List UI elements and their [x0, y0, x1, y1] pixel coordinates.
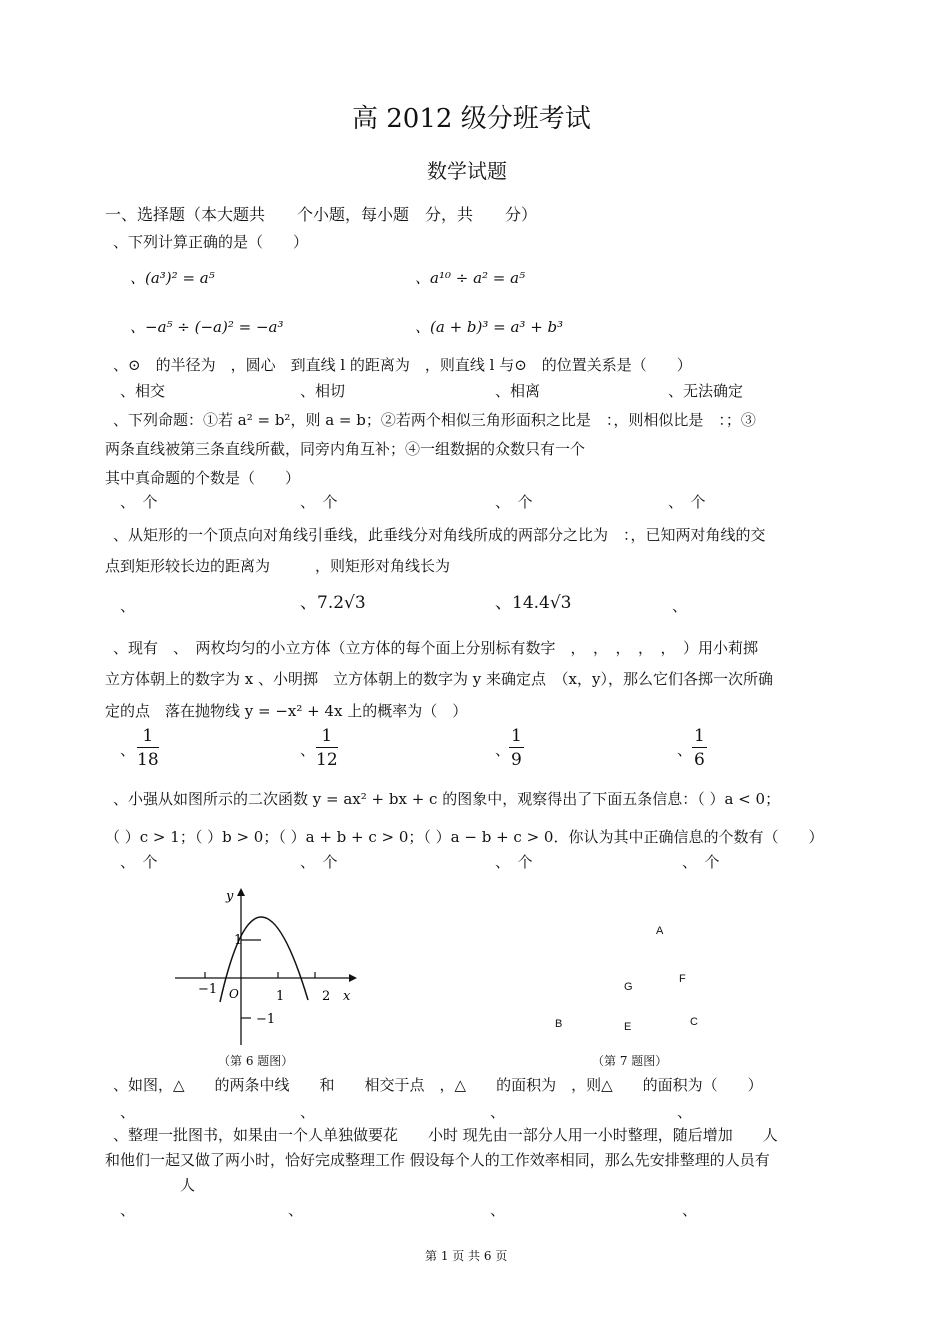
section-heading: 一、选择题（本大题共 个小题，每小题 分，共 分） [105, 205, 538, 224]
q8-line3: 人 [180, 1176, 196, 1194]
q3-option-d: 、 个 [668, 493, 706, 511]
figure6-y-label: y [226, 889, 234, 904]
q4-option-c: 、14.4√3 [495, 593, 572, 613]
q1-option-d: 、(a + b)³ = a³ + b³ [415, 318, 564, 336]
figure7-point-e: E [624, 1021, 632, 1033]
q6-option-d: 、 个 [682, 853, 720, 871]
q5-option-d-numerator: 1 [694, 726, 705, 746]
q8-line1: 、整理一批图书，如果由一个人单独做要花 小时 现先由一部分人用一小时整理，随后增加 人 [113, 1126, 778, 1144]
q7-option-c: 、 [490, 1103, 506, 1121]
figure6-tick-label-1: 1 [276, 989, 285, 1004]
q2-stem: 、⊙ 的半径为 ，圆心 到直线 l 的距离为 ，则直线 l 与⊙ 的位置关系是（ ） [113, 356, 692, 374]
figure6-caption: （第 6 题图） [218, 1054, 294, 1068]
q1-stem: 、下列计算正确的是（ ） [113, 233, 309, 251]
q4-line1: 、从矩形的一个顶点向对角线引垂线，此垂线分对角线所成的两部分之比为 ：，已知两对角线的交 [113, 526, 766, 544]
figure7-caption: （第 7 题图） [592, 1054, 668, 1068]
figure7-point-a: A [656, 925, 664, 937]
q5-option-a-denominator: 18 [137, 750, 159, 770]
q4-option-a: 、 [120, 597, 136, 615]
figure6-tick-label-y1: 1 [234, 933, 243, 948]
q5-line2: 立方体朝上的数字为 x 、小明掷 立方体朝上的数字为 y 来确定点 （x，y），那么它们各掷一次所确 [105, 670, 773, 688]
q8-option-d: 、 [682, 1201, 698, 1219]
q2-option-b: 、相切 [300, 382, 346, 400]
q2-option-c: 、相离 [495, 382, 541, 400]
q5-option-c-numerator: 1 [511, 726, 522, 746]
q5-option-a-numerator: 1 [137, 726, 159, 748]
q5-option-c-denominator: 9 [511, 750, 522, 770]
page-footer: 第 1 页 共 6 页 [425, 1249, 508, 1263]
q7-option-a: 、 [120, 1103, 136, 1121]
q5-option-d-fraction [692, 726, 707, 770]
q6-option-c: 、 个 [495, 853, 533, 871]
q2-option-d: 、无法确定 [668, 382, 744, 400]
figure7-point-b: B [555, 1018, 563, 1030]
q4-option-d: 、 [672, 597, 688, 615]
q5-option-c-prefix: 、 [495, 741, 511, 759]
q5-option-a-fraction [137, 726, 159, 770]
q1-option-b: 、a¹⁰ ÷ a² = a⁵ [415, 269, 526, 287]
q3-line3: 其中真命题的个数是（ ） [105, 469, 301, 487]
figure6-tick-label-yneg1: −1 [256, 1012, 276, 1027]
q5-option-d-denominator: 6 [694, 750, 705, 770]
q6-line2: （ ）c > 1；（ ）b > 0；（ ）a + b + c > 0；（ ）a − b + c > 0．你认为其中正确信息的个数有（ ） [105, 828, 824, 846]
figure6-x-arrow [349, 974, 357, 982]
q3-option-b: 、 个 [300, 493, 338, 511]
q5-option-c-fraction [509, 726, 524, 770]
figure7-point-g: G [624, 981, 633, 993]
q7-option-d: 、 [677, 1103, 693, 1121]
q8-option-a: 、 [120, 1201, 136, 1219]
q8-line2: 和他们一起又做了两小时，恰好完成整理工作 假设每个人的工作效率相同，那么先安排整理的人员有 [105, 1151, 770, 1169]
q5-option-b-prefix: 、 [300, 741, 316, 759]
figure6-origin-label: O [229, 987, 239, 1001]
q6-line1: 、小强从如图所示的二次函数 y = ax² + bx + c 的图象中，观察得出了下面五条信息：（ ）a < 0； [113, 790, 781, 808]
figure7-point-c: C [690, 1016, 698, 1028]
q2-option-a: 、相交 [120, 382, 166, 400]
q3-line2: 两条直线被第三条直线所截，同旁内角互补；④一组数据的众数只有一个 [105, 440, 586, 458]
figure6-x-label: x [343, 989, 351, 1004]
q4-line2: 点到矩形较长边的距离为 ，则矩形对角线长为 [105, 557, 451, 575]
q5-line3: 定的点 落在抛物线 y = −x² + 4x 上的概率为（ ） [105, 702, 468, 720]
q5-option-b-numerator: 1 [316, 726, 338, 748]
q5-option-a-prefix: 、 [120, 741, 136, 759]
q1-option-c: 、−a⁵ ÷ (−a)² = −a³ [130, 318, 284, 336]
figure6-y-arrow [237, 888, 245, 896]
figure6-tick-label-2: 2 [322, 989, 331, 1004]
q5-option-b-denominator: 12 [316, 750, 338, 770]
q5-line1: 、现有 、 两枚均匀的小立方体（立方体的每个面上分别标有数字 ， ， ， ， ， ）用小莉掷 [113, 639, 759, 657]
q1-option-a: 、(a³)² = a⁵ [130, 269, 215, 287]
q5-option-b-fraction [316, 726, 338, 770]
q5-option-d-prefix: 、 [677, 741, 693, 759]
figure6-graph [170, 880, 370, 1050]
q3-option-a: 、 个 [120, 493, 158, 511]
page-subtitle: 数学试题 [427, 159, 507, 183]
q8-option-c: 、 [490, 1201, 506, 1219]
q8-option-b: 、 [288, 1201, 304, 1219]
figure6-tick-label-neg1: −1 [198, 982, 218, 997]
q6-option-b: 、 个 [300, 853, 338, 871]
q3-option-c: 、 个 [495, 493, 533, 511]
q7-option-b: 、 [300, 1103, 316, 1121]
q6-option-a: 、 个 [120, 853, 158, 871]
q4-option-b: 、7.2√3 [300, 593, 366, 613]
q7-stem: 、如图，△ 的两条中线 和 相交于点 ，△ 的面积为 ，则△ 的面积为（ ） [113, 1076, 763, 1094]
q3-line1: 、下列命题：①若 a² = b²，则 a = b；②若两个相似三角形面积之比是 ：，则相似比是 ：；③ [113, 411, 756, 429]
page-title: 高 2012 级分班考试 [352, 104, 591, 134]
figure7-point-f: F [679, 973, 686, 985]
